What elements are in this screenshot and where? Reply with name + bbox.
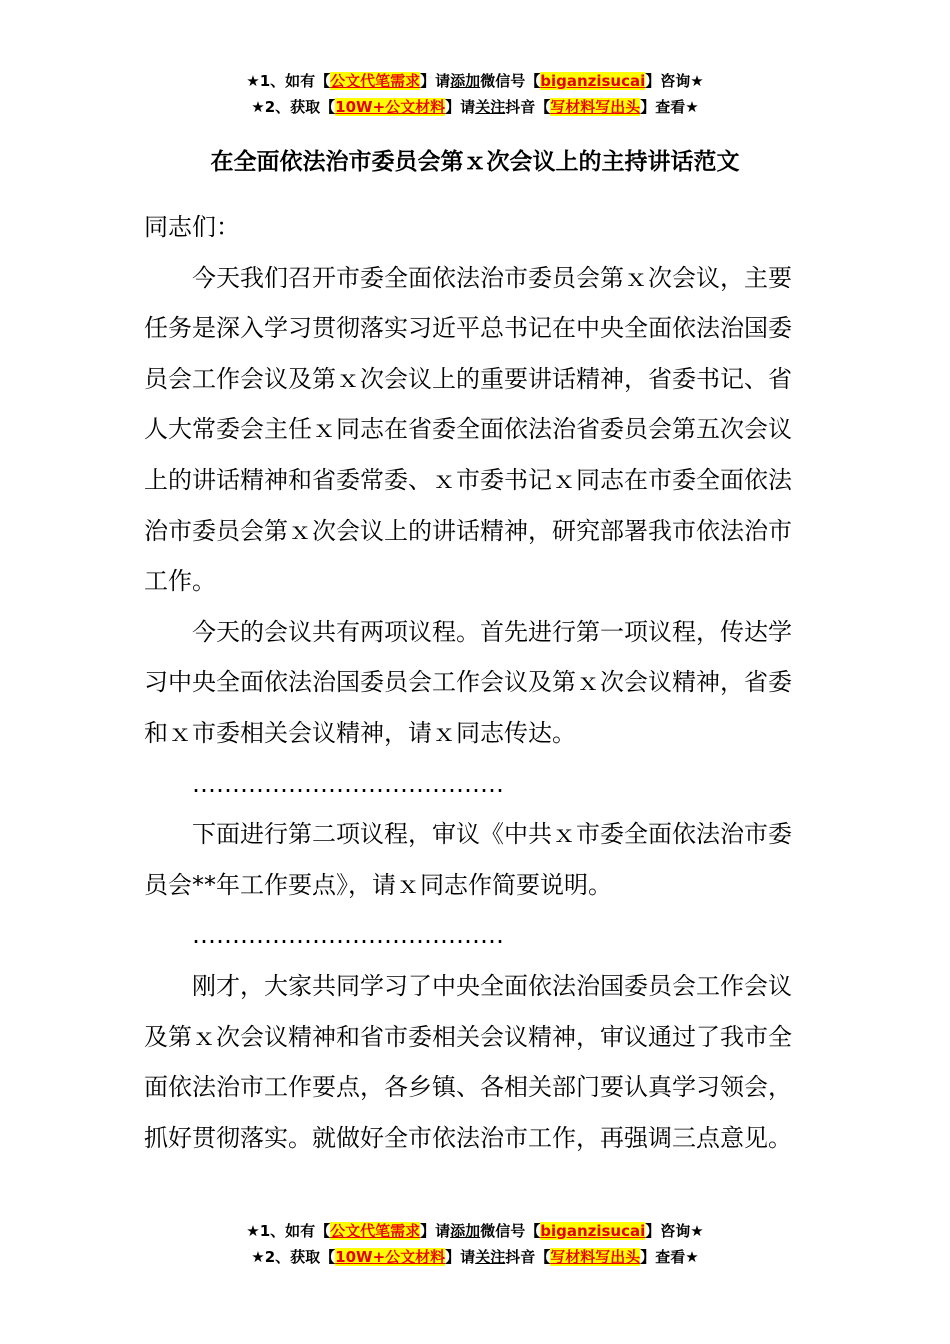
star-icon: ★ <box>251 98 265 116</box>
paragraph: 下面进行第二项议程，审议《中共ｘ市委全面依法治市委员会**年工作要点》，请ｘ同志作简要说明。 <box>144 820 792 899</box>
paragraph: 刚才，大家共同学习了中央全面依法治国委员会工作会议及第ｘ次会议精神和省市委相关会议精神，审议通过了我市全面依法治市工作要点，各乡镇、各相关部门要认真学习领会，抓好贯彻落实。就做好全市依法治市工作，再强调三点意见。 <box>144 971 792 1152</box>
star-icon: ★ <box>690 72 704 90</box>
footer-promo-banner <box>0 1218 950 1270</box>
star-icon: ★ <box>246 72 260 90</box>
ellipsis-separator: ………………………………… <box>192 769 504 798</box>
promo-highlight: 10W+公文材料 <box>335 98 446 116</box>
star-icon: ★ <box>246 1222 260 1240</box>
promo-highlight: biganzisucai <box>540 1222 646 1240</box>
salutation: 同志们： <box>144 213 240 241</box>
paragraph: 今天我们召开市委全面依法治市委员会第ｘ次会议，主要任务是深入学习贯彻落实习近平总书记在中央全面依法治国委员会工作会议及第ｘ次会议上的重要讲话精神，省委书记、省人大常委会主任ｘ同志在省委全面依法治省委员会第五次会议上的讲话精神和省委常委、ｘ市委书记ｘ同志在市委全面依法治市委员会第ｘ次会议上的讲话精神，研究部署我市依法治市工作。 <box>144 263 792 596</box>
header-promo-banner <box>0 68 950 120</box>
star-icon: ★ <box>251 1248 265 1266</box>
promo-highlight: 10W+公文材料 <box>335 1248 446 1266</box>
promo-line-1: ★1、如有【公文代笔需求】请添加微信号【biganzisucai】咨询★ <box>246 1222 704 1240</box>
promo-highlight: 公文代笔需求 <box>330 72 421 90</box>
promo-line-2: ★2、获取【10W+公文材料】请关注抖音【写材料写出头】查看★ <box>251 98 699 116</box>
paragraph: 今天的会议共有两项议程。首先进行第一项议程，传达学习中央全面依法治国委员会工作会议及第ｘ次会议精神，省委和ｘ市委相关会议精神，请ｘ同志传达。 <box>144 617 792 747</box>
star-icon: ★ <box>685 98 699 116</box>
document-title: 在全面依法治市委员会第ｘ次会议上的主持讲话范文 <box>210 149 740 175</box>
promo-highlight: 写材料写出头 <box>550 1248 641 1266</box>
star-icon: ★ <box>690 1222 704 1240</box>
promo-highlight: biganzisucai <box>540 72 646 90</box>
document-body <box>144 202 808 1163</box>
ellipsis-separator: ………………………………… <box>192 921 504 950</box>
promo-line-1: ★1、如有【公文代笔需求】请添加微信号【biganzisucai】咨询★ <box>246 72 704 90</box>
promo-highlight: 公文代笔需求 <box>330 1222 421 1240</box>
star-icon: ★ <box>685 1248 699 1266</box>
promo-highlight: 写材料写出头 <box>550 98 641 116</box>
promo-line-2: ★2、获取【10W+公文材料】请关注抖音【写材料写出头】查看★ <box>251 1248 699 1266</box>
